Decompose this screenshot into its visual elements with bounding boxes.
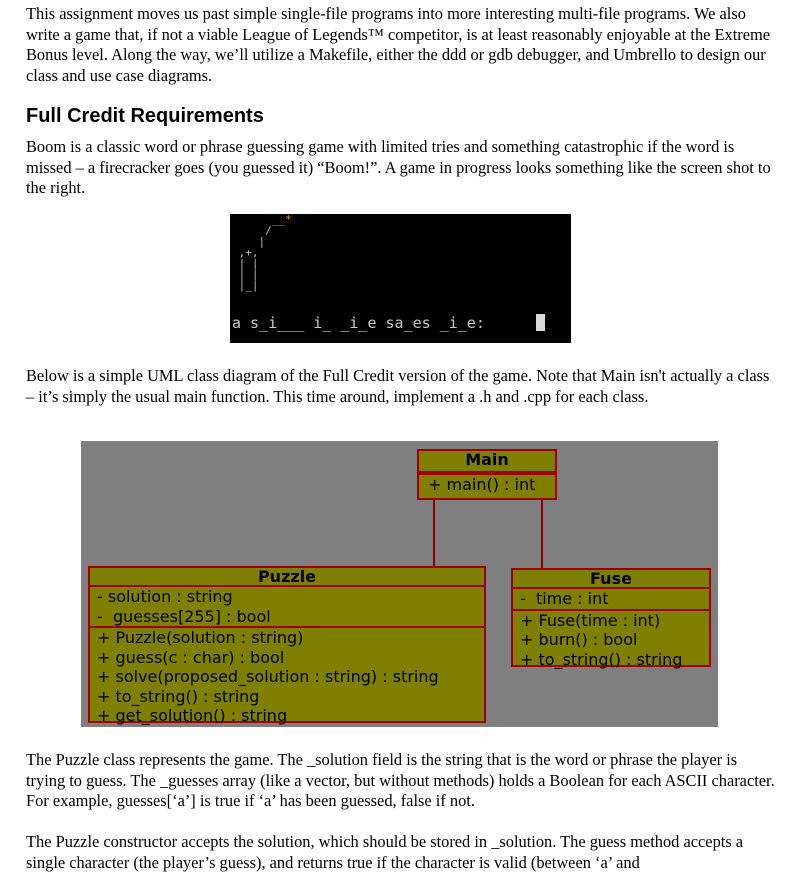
fuse-class-box	[511, 568, 711, 667]
uml-class-diagram	[81, 441, 718, 727]
art-line-7: |_|	[232, 279, 259, 292]
main-class-box	[417, 449, 557, 500]
puzzle-operation: + Puzzle(solution : string)	[97, 628, 304, 647]
puzzle-attribute: - solution : string	[97, 587, 233, 606]
puzzle-operation: + get_solution() : string	[97, 706, 288, 725]
uml-intro-paragraph: Below is a simple UML class diagram of the Full Credit version of the game. Note that Main isn't actually a class – it’s simply the usual main function. This time around, implement a .h and .cpp for each class.	[26, 366, 770, 406]
puzzle-class-paragraph: The Puzzle class represents the game. The _solution field is the string that is the word or phrase the player is trying to guess. The _guesses array (like a vector, but without methods) holds a Boolean for each ASCII character. For example, guesses[‘a’] is true if ‘a’ has been guessed, false if not.	[26, 750, 775, 810]
puzzle-class-name: Puzzle	[90, 568, 484, 587]
section-heading: Full Credit Requirements	[26, 105, 264, 127]
fuse-attribute: - time : int	[520, 589, 609, 608]
main-to-fuse-connector	[541, 499, 543, 568]
terminal-cursor	[536, 314, 545, 331]
main-class-name: Main	[419, 451, 555, 473]
fuse-operation: + Fuse(time : int)	[520, 610, 661, 630]
art-line-4: ,+,	[232, 246, 259, 259]
main-to-puzzle-connector	[433, 499, 435, 567]
art-line-3: |	[232, 235, 266, 248]
art-line-2: /	[232, 224, 272, 237]
fuse-class-name: Fuse	[513, 570, 709, 589]
puzzle-operation: + guess(c : char) : bool	[97, 647, 285, 667]
boom-description-paragraph: Boom is a classic word or phrase guessing game with limited tries and something catastrophic if the word is missed – a firecracker goes (you guessed it) “Boom!”. A game in progress looks something like the screen shot to the right.	[26, 137, 771, 197]
puzzle-constructor-paragraph: The Puzzle constructor accepts the solution, which should be stored in _solution. The guess method accepts a single character (the player’s guess), and returns true if the character is valid (between ‘a’ and	[26, 832, 744, 872]
terminal-screenshot	[230, 214, 571, 343]
art-line-6: | |	[232, 268, 259, 281]
puzzle-attribute: - guesses[255] : bool	[97, 606, 271, 626]
intro-paragraph: This assignment moves us past simple single-file programs into more interesting multi-file programs. We also write a game that, if not a viable League of Legends™ competitor, is at least reasonably enjoyable at the Extreme Bonus level. Along the way, we’ll utilize a Makefile, either the ddd or gdb debugger, and Umbrello to design our class and use case diagrams.	[26, 4, 771, 85]
firecracker-ascii-art	[232, 214, 292, 291]
puzzle-operation: + solve(proposed_solution : string) : string	[97, 667, 439, 686]
terminal-prompt-line: a s_i___ i_ _i_e sa_es _i_e:	[232, 314, 485, 332]
fuse-spark-icon: *	[284, 214, 292, 226]
art-line-1: __*	[232, 214, 292, 226]
fuse-operation: + burn() : bool	[520, 630, 638, 649]
fuse-operation: + to_string() : string	[520, 649, 683, 669]
puzzle-class-box	[88, 566, 486, 723]
puzzle-operation: + to_string() : string	[97, 686, 260, 706]
art-line-5: | |	[232, 257, 259, 270]
main-operation: + main() : int	[428, 475, 536, 494]
